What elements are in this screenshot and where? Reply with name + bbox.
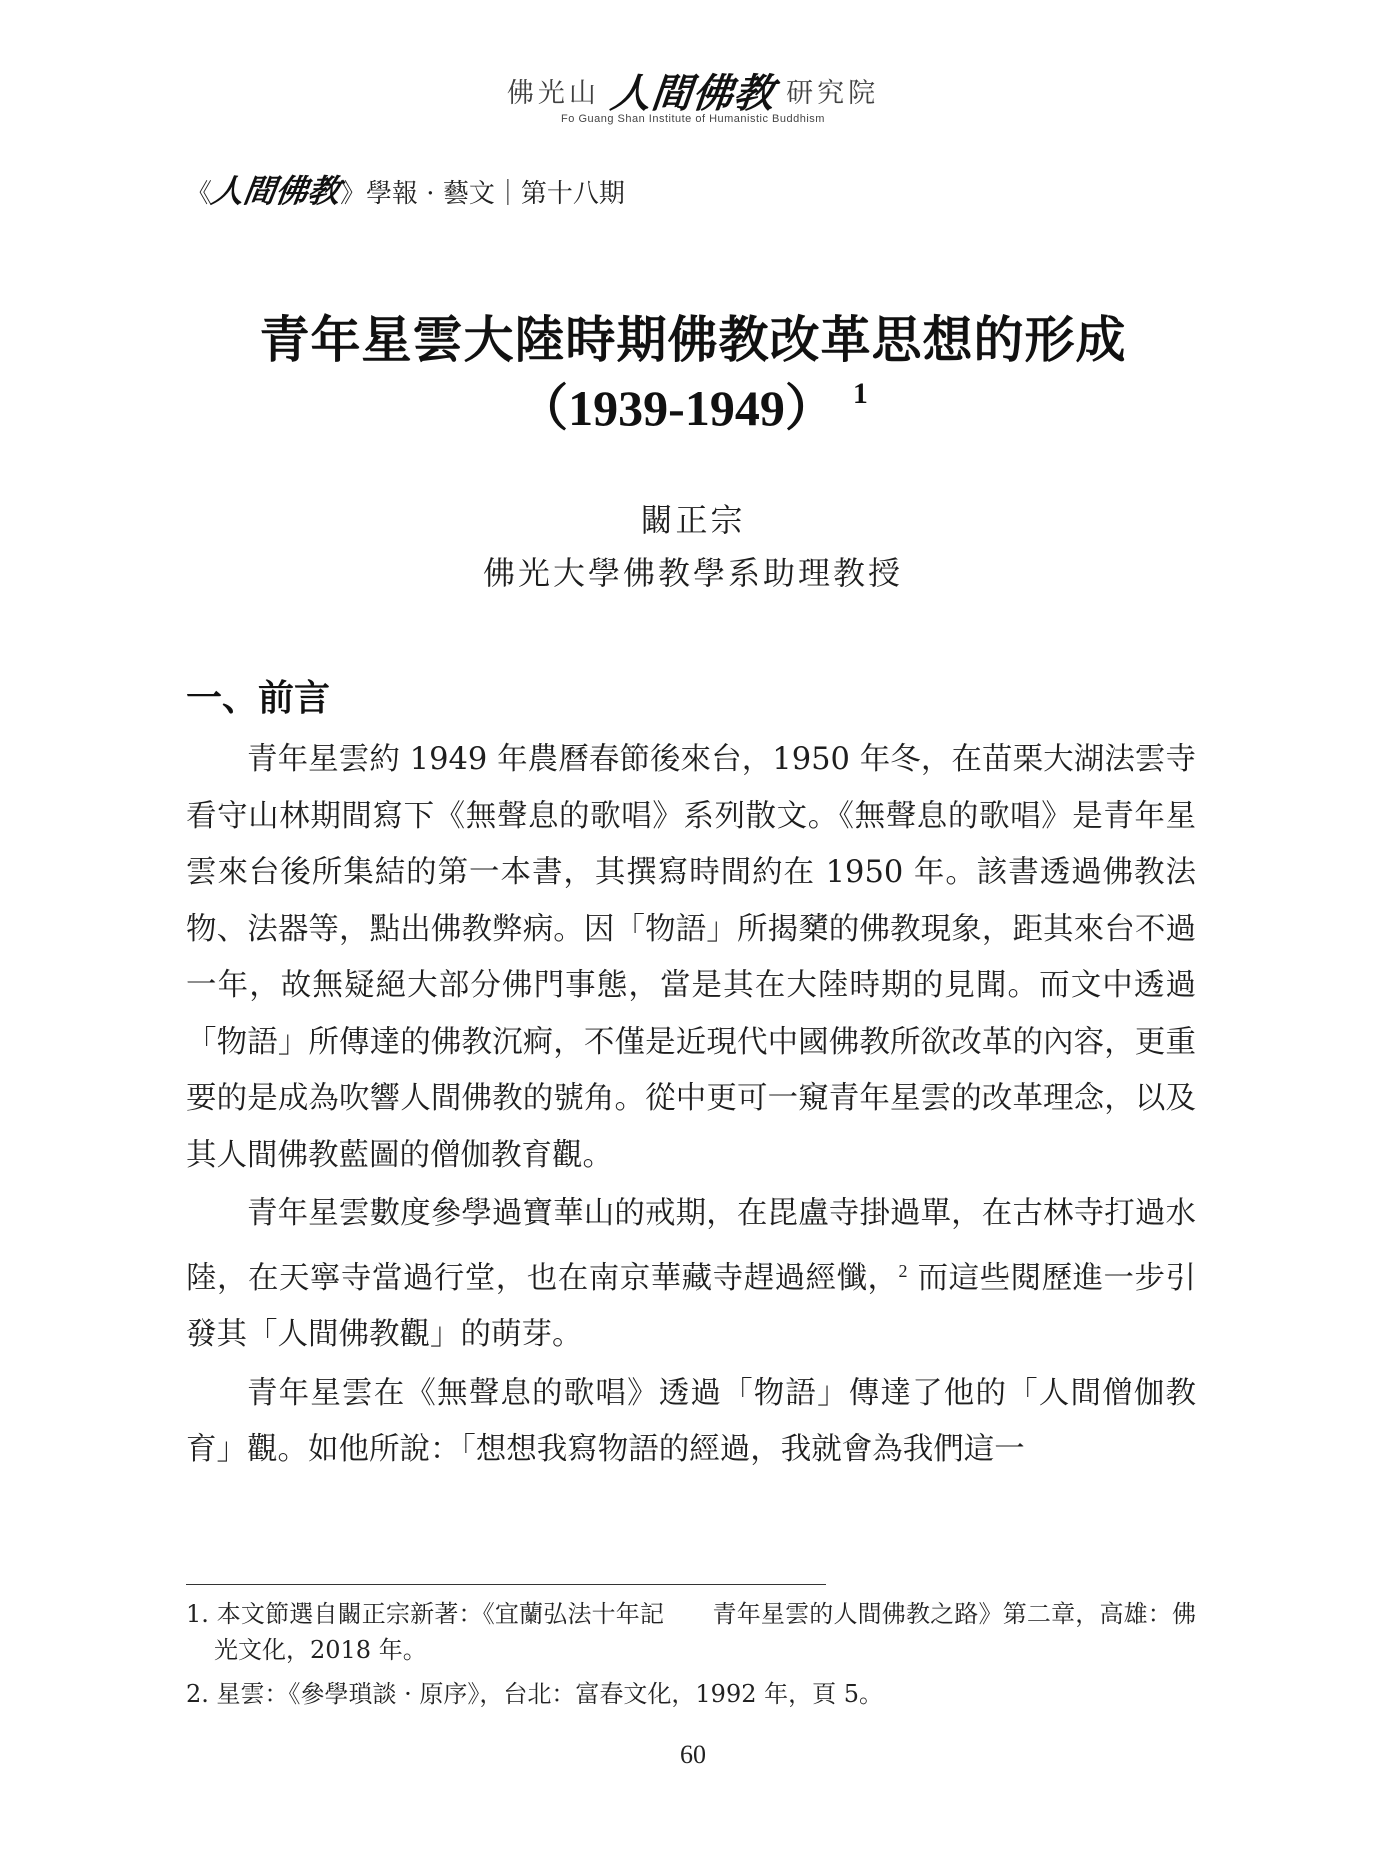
paragraph-2 — [186, 1186, 1196, 1364]
paragraph-2-text-after: 而這些閱歷進一步引發其「人間佛教觀」的萌芽。 — [186, 1260, 1196, 1353]
institute-name-left: 佛光山 — [506, 78, 600, 109]
institute-english-name: Fo Guang Shan Institute of Humanistic Buddhism — [561, 113, 825, 125]
footnote-divider — [186, 1584, 826, 1585]
journal-issue-label: 》學報 · 藝文｜第十八期 — [340, 179, 625, 209]
article-title-line1: 青年星雲大陸時期佛教改革思想的形成 — [259, 310, 1127, 369]
section-heading: 一、前言 — [186, 677, 331, 719]
author-affiliation: 佛光大學佛教學系助理教授 — [482, 554, 903, 592]
article-title-years: （1939-1949） — [518, 380, 835, 436]
page-number: 60 — [680, 1740, 706, 1769]
journal-bracket-open: 《 — [186, 179, 213, 209]
footnote-mark-2: 2 — [898, 1260, 908, 1281]
author-name: 闞正宗 — [640, 501, 746, 539]
institute-name-right: 研究院 — [786, 78, 880, 109]
journal-running-header — [186, 166, 625, 212]
title-footnote-mark: 1 — [852, 377, 868, 410]
footnotes — [186, 1596, 1196, 1720]
paragraph-2-text-before: 青年星雲數度參學過寶華山的戒期，在毘盧寺掛過單，在古林寺打過水陸，在天寧寺當過行堂，也在南京華藏寺趕過經懺， — [186, 1196, 1196, 1296]
paragraph-1: 青年星雲約 1949 年農曆春節後來台，1950 年冬，在苗栗大湖法雲寺看守山林期間寫下《無聲息的歌唱》系列散文。《無聲息的歌唱》是青年星雲來台後所集結的第一本書，其撰寫時間約在 1950 年。該書透過佛教法物、法器等，點出佛教弊病。因「物語」所揭櫫的佛教現象，距其來台不過一年，故無疑絕大部分佛門事態，當是其在大陸時期的見聞。而文中透過「物語」所傳達的佛教沉痾，不僅是近現代中國佛教所欲改革的內容，更重要的是成為吹響人間佛教的號角。從中更可一窺青年星雲的改革理念，以及其人間佛教藍圖的僧伽教育觀。 — [186, 742, 1196, 1173]
journal-logo-calligraphy: 人間佛教 — [209, 172, 343, 210]
article-body — [186, 732, 1196, 1481]
footnote-2: 2. 星雲：《參學瑣談 · 原序》，台北：富春文化，1992 年，頁 5。 — [186, 1680, 884, 1708]
article-title-line2 — [0, 368, 1386, 440]
paragraph-3: 青年星雲在《無聲息的歌唱》透過「物語」傳達了他的「人間僧伽教育」觀。如他所說：「想想我寫物語的經過，我就會為我們這一 — [186, 1375, 1196, 1468]
institute-header — [0, 62, 1386, 119]
footnote-1: 1. 本文節選自闞正宗新著：《宜蘭弘法十年記 青年星雲的人間佛教之路》第二章，高雄：佛光文化，2018 年。 — [186, 1600, 1196, 1664]
institute-logo-calligraphy: 人間佛教 — [608, 70, 778, 117]
